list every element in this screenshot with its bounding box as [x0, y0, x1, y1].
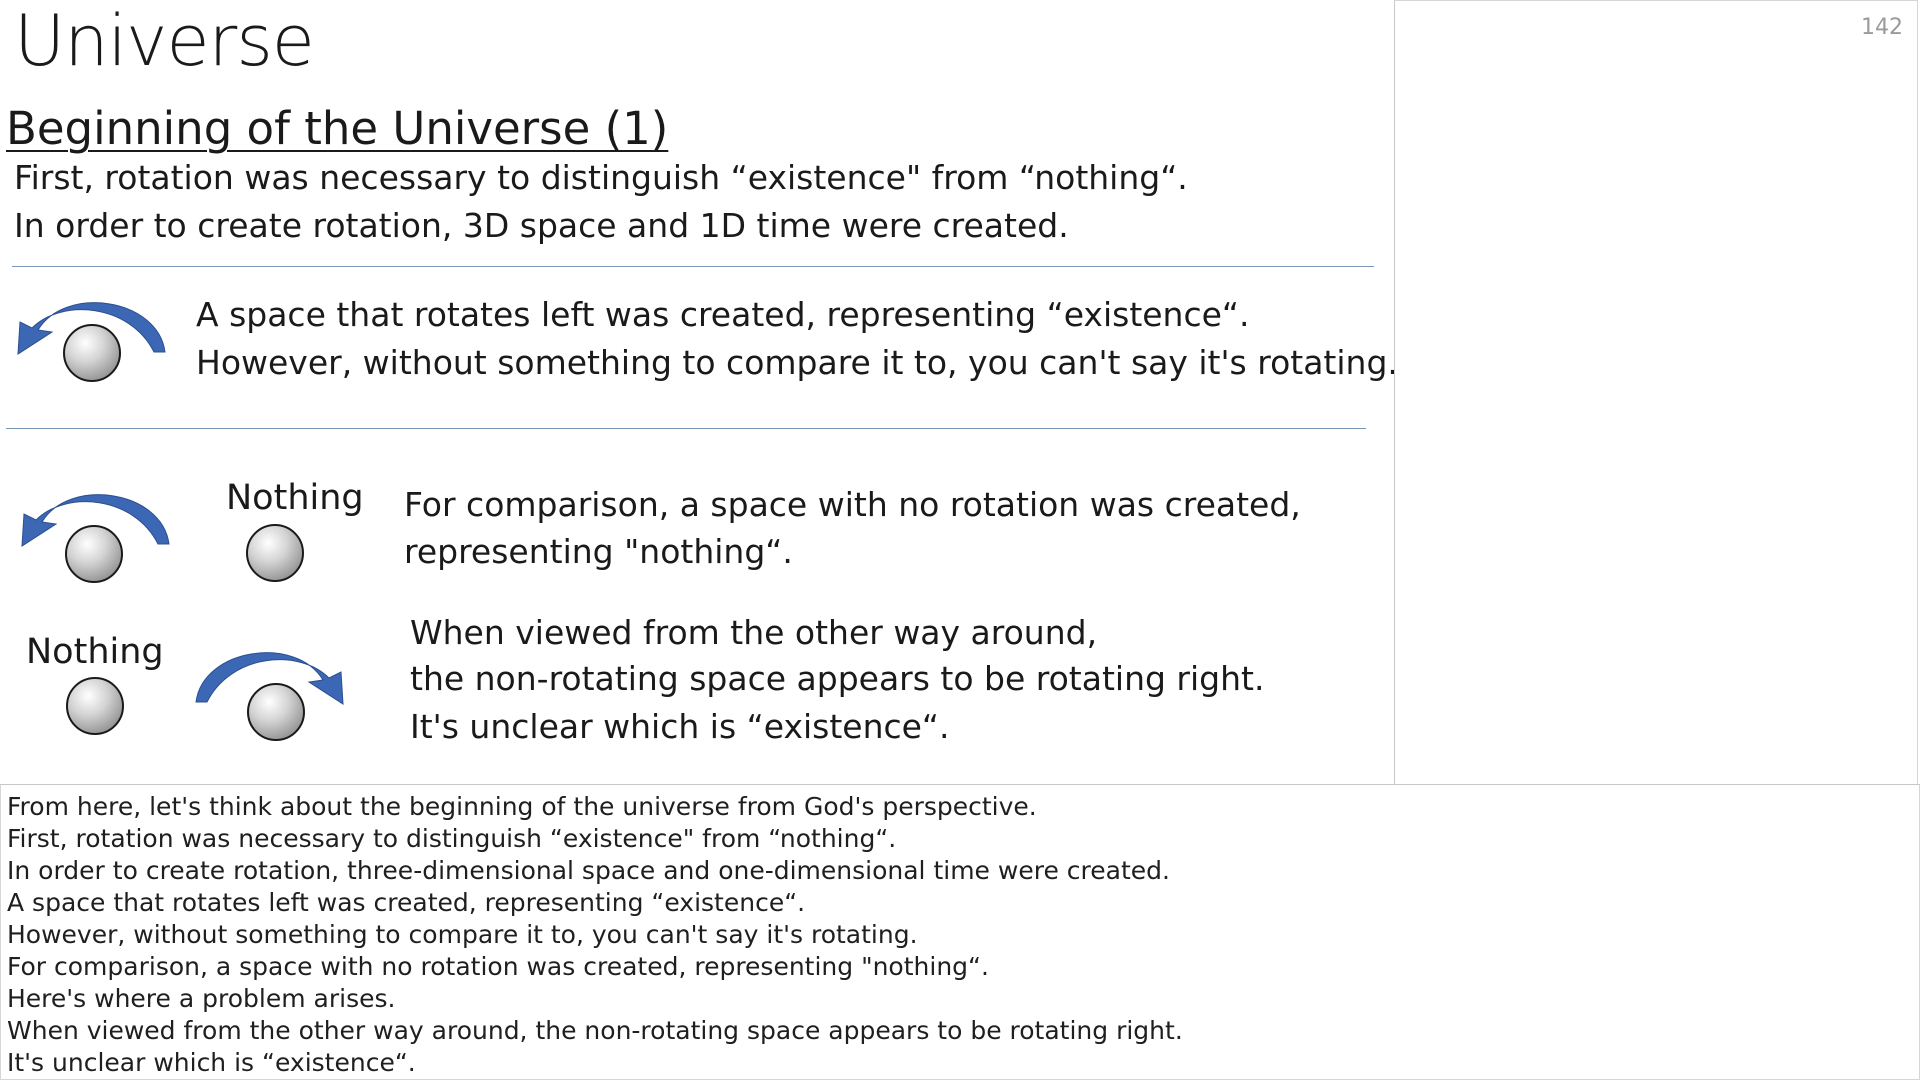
section3-line-1: When viewed from the other way around, [410, 613, 1098, 652]
section2-line-2: representing "nothing“. [404, 532, 793, 571]
intro-line-2: In order to create rotation, 3D space and 1D time were created. [14, 206, 1069, 245]
notes-line: For comparison, a space with no rotation was created, representing "nothing“. [7, 952, 989, 981]
divider-middle [6, 428, 1366, 429]
notes-line: In order to create rotation, three-dimensional space and one-dimensional time were created. [7, 856, 1170, 885]
label-nothing-2: Nothing [26, 632, 164, 672]
side-panel [1394, 0, 1918, 784]
divider-top [12, 266, 1374, 267]
notes-line: First, rotation was necessary to distinguish “existence" from “nothing“. [7, 824, 897, 853]
intro-line-1: First, rotation was necessary to distinguish “existence" from “nothing“. [14, 158, 1188, 197]
section2-line-1: For comparison, a space with no rotation was created, [404, 485, 1301, 524]
notes-line: However, without something to compare it to, you can't say it's rotating. [7, 920, 918, 949]
sphere-nothing-2 [64, 675, 128, 739]
label-nothing-1: Nothing [226, 478, 364, 518]
speaker-notes[interactable] [0, 784, 1920, 1080]
section3-line-2: the non-rotating space appears to be rotating right. [410, 659, 1265, 698]
left-rotation-icon-2 [12, 482, 172, 582]
sphere-nothing-1 [244, 522, 308, 586]
right-rotation-icon [194, 640, 354, 746]
page-number: 142 [1861, 15, 1903, 40]
left-rotation-icon [10, 290, 170, 390]
section1-line-2: However, without something to compare it to, you can't say it's rotating. [196, 343, 1398, 382]
notes-line: A space that rotates left was created, representing “existence“. [7, 888, 806, 917]
notes-line: From here, let's think about the beginning of the universe from God's perspective. [7, 792, 1037, 821]
notes-line: Here's where a problem arises. [7, 984, 396, 1013]
notes-line: When viewed from the other way around, the non-rotating space appears to be rotating right. [7, 1016, 1183, 1045]
slide-subtitle: Beginning of the Universe (1) [6, 102, 669, 155]
slide-title: Universe [14, 0, 314, 82]
section3-line-3: It's unclear which is “existence“. [410, 707, 950, 746]
notes-line: It's unclear which is “existence“. [7, 1048, 416, 1077]
section1-line-1: A space that rotates left was created, representing “existence“. [196, 295, 1250, 334]
